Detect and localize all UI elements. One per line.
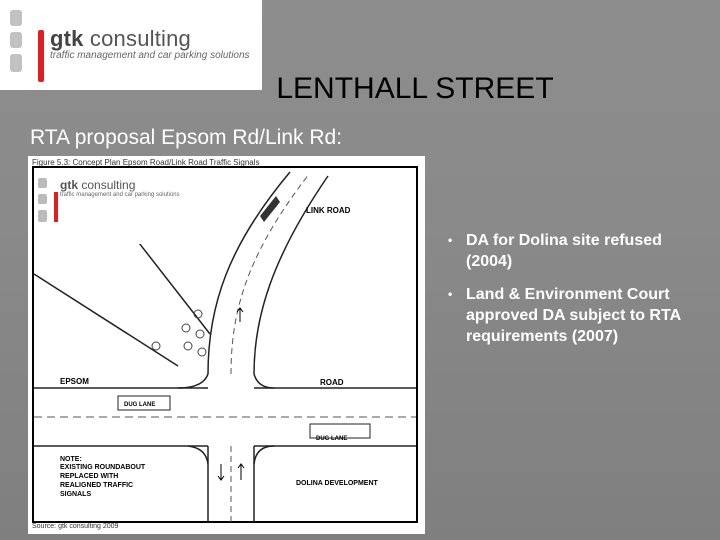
- logo-name: gtk consulting: [50, 26, 191, 51]
- label-epsom: EPSOM: [60, 377, 89, 386]
- note-line-4: SIGNALS: [60, 491, 92, 498]
- note-line-1: EXISTING ROUNDABOUT: [60, 464, 146, 471]
- figure-caption: Figure 5.3: Concept Plan Epsom Road/Link Road Traffic Signals: [32, 158, 260, 167]
- note-title: NOTE:: [60, 456, 82, 463]
- logo-tagline: traffic management and car parking solutions: [50, 50, 250, 61]
- slide-subtitle: RTA proposal Epsom Rd/Link Rd:: [30, 126, 343, 149]
- label-dug-lane-1: DUG LANE: [124, 402, 156, 408]
- note-line-2: REPLACED WITH: [60, 473, 119, 480]
- bullet-dot-icon: •: [448, 233, 453, 247]
- bullet-dot-icon: •: [448, 287, 453, 301]
- slide-title: LENTHALL STREET: [276, 72, 554, 105]
- figure-source: Source: gtk consulting 2009: [32, 523, 119, 530]
- figure-logo-name: gtk consulting: [60, 178, 136, 192]
- note-line-3: REALIGNED TRAFFIC: [60, 482, 134, 489]
- bullet-item: • Land & Environment Court approved DA subject to RTA requirements (2007): [448, 286, 681, 345]
- label-road: ROAD: [320, 378, 344, 387]
- figure-logo: [34, 170, 184, 244]
- bullet-item: • DA for Dolina site refused (2004): [448, 232, 662, 270]
- logo-mark-icon: [10, 10, 26, 72]
- label-dolina: DOLINA DEVELOPMENT: [296, 480, 378, 487]
- label-link-road: LINK ROAD: [306, 206, 351, 215]
- label-dug-lane-2: DUG LANE: [316, 436, 348, 442]
- bullet-list: [448, 230, 708, 359]
- concept-plan-figure: [28, 156, 425, 534]
- figure-logo-tagline: traffic management and car parking solutions: [60, 192, 180, 198]
